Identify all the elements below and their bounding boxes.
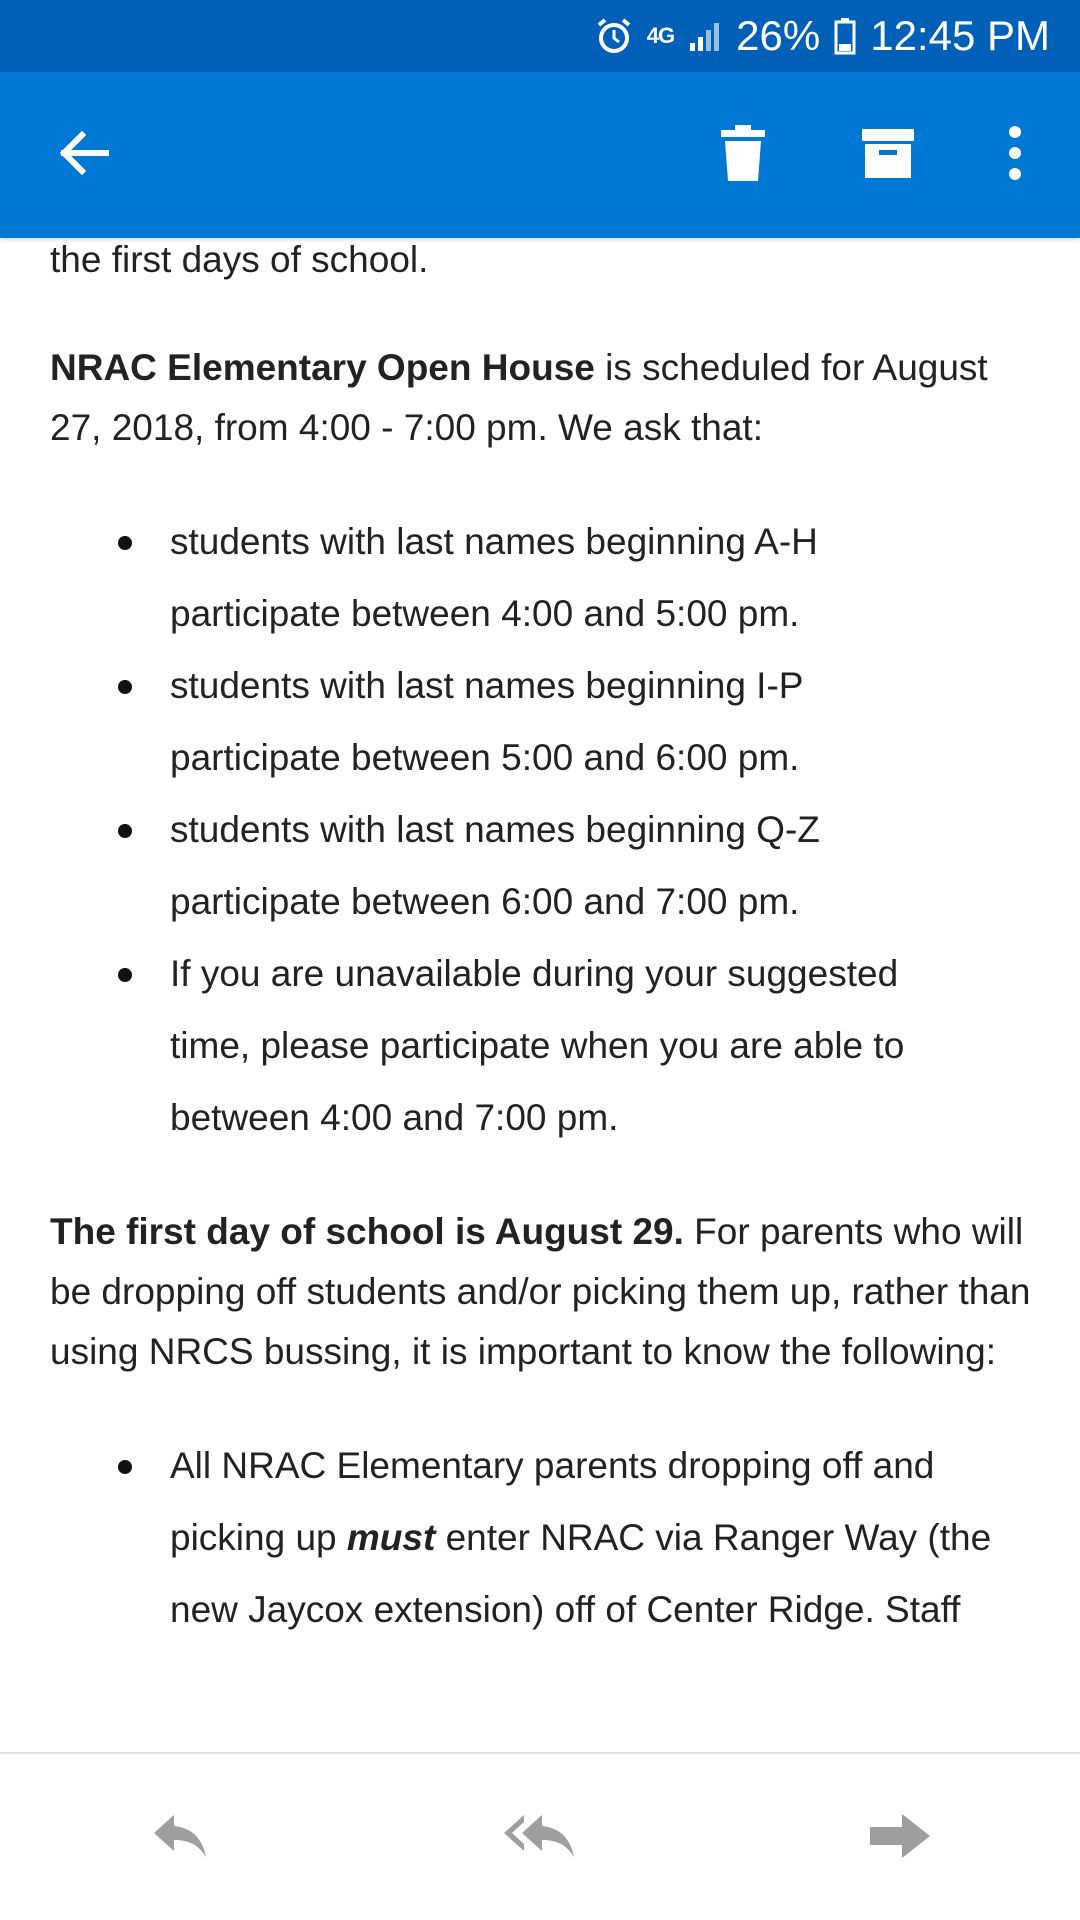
list-item-line: participate between 6:00 and 7:00 pm. <box>170 881 800 922</box>
list-item <box>50 1430 1040 1646</box>
bullet-dot <box>118 536 132 550</box>
arrow-left-icon <box>56 125 112 186</box>
trash-icon <box>719 123 767 188</box>
list-item <box>50 506 1040 650</box>
open-house-paragraph <box>50 338 1040 458</box>
forward-button[interactable] <box>860 1798 940 1878</box>
reply-all-icon <box>502 1811 578 1866</box>
first-day-paragraph <box>50 1202 1040 1382</box>
list-item-line: participate between 5:00 and 6:00 pm. <box>170 737 800 778</box>
list-item-line: students with last names beginning I-P <box>170 665 804 706</box>
list-item-line: participate between 4:00 and 5:00 pm. <box>170 593 800 634</box>
dropoff-text-continued: enter NRAC via Ranger Way (the new Jaycox extension) off of Center Ridge. Staff <box>170 1517 992 1630</box>
bullet-dot <box>118 680 132 694</box>
more-vertical-icon <box>1005 125 1025 186</box>
intro-end-line: the first days of school. <box>50 239 429 280</box>
list-item <box>50 650 1040 794</box>
status-bar <box>0 0 1080 72</box>
dropoff-text: All NRAC Elementary parents dropping off and picking up <box>170 1445 935 1558</box>
reply-button[interactable] <box>140 1798 220 1878</box>
battery-icon <box>834 17 856 55</box>
open-house-text: is scheduled for August 27, 2018, from 4:00 - 7:00 pm. We ask that: <box>50 347 988 448</box>
message-actions-bar <box>0 1752 1080 1920</box>
signal-icon <box>688 21 722 51</box>
list-item <box>50 938 1040 1154</box>
bullet-dot <box>118 824 132 838</box>
first-day-text: For parents who will be dropping off students and/or picking them up, rather than using NRCS bussing, it is important to know the following: <box>50 1211 1031 1372</box>
archive-icon <box>860 125 916 186</box>
bullet-dot <box>118 1460 132 1474</box>
alarm-icon <box>595 17 633 55</box>
reply-all-button[interactable] <box>500 1798 580 1878</box>
open-house-list <box>50 506 1040 1154</box>
reply-icon <box>150 1811 210 1866</box>
clock: 12:45 PM <box>870 12 1050 59</box>
email-body[interactable] <box>0 238 1080 1752</box>
list-item-line: time, please participate when you are able to <box>170 1025 905 1066</box>
battery-percent: 26% <box>736 12 821 59</box>
list-item <box>50 794 1040 938</box>
email-toolbar <box>0 72 1080 238</box>
list-item-line: students with last names beginning A-H <box>170 521 818 562</box>
more-options-button[interactable] <box>975 115 1055 195</box>
archive-button[interactable] <box>848 115 928 195</box>
first-day-heading: The first day of school is August 29. <box>50 1211 684 1252</box>
back-button[interactable] <box>44 115 124 195</box>
bullet-dot <box>118 968 132 982</box>
dropoff-list <box>50 1430 1040 1646</box>
list-item-line: students with last names beginning Q-Z <box>170 809 820 850</box>
forward-icon <box>868 1811 932 1866</box>
network-type: 4G <box>646 23 675 48</box>
list-item-line: If you are unavailable during your suggested <box>170 953 899 994</box>
delete-button[interactable] <box>703 115 783 195</box>
open-house-heading: NRAC Elementary Open House <box>50 347 595 388</box>
list-item-line: between 4:00 and 7:00 pm. <box>170 1097 619 1138</box>
must-emphasis: must <box>346 1517 436 1558</box>
